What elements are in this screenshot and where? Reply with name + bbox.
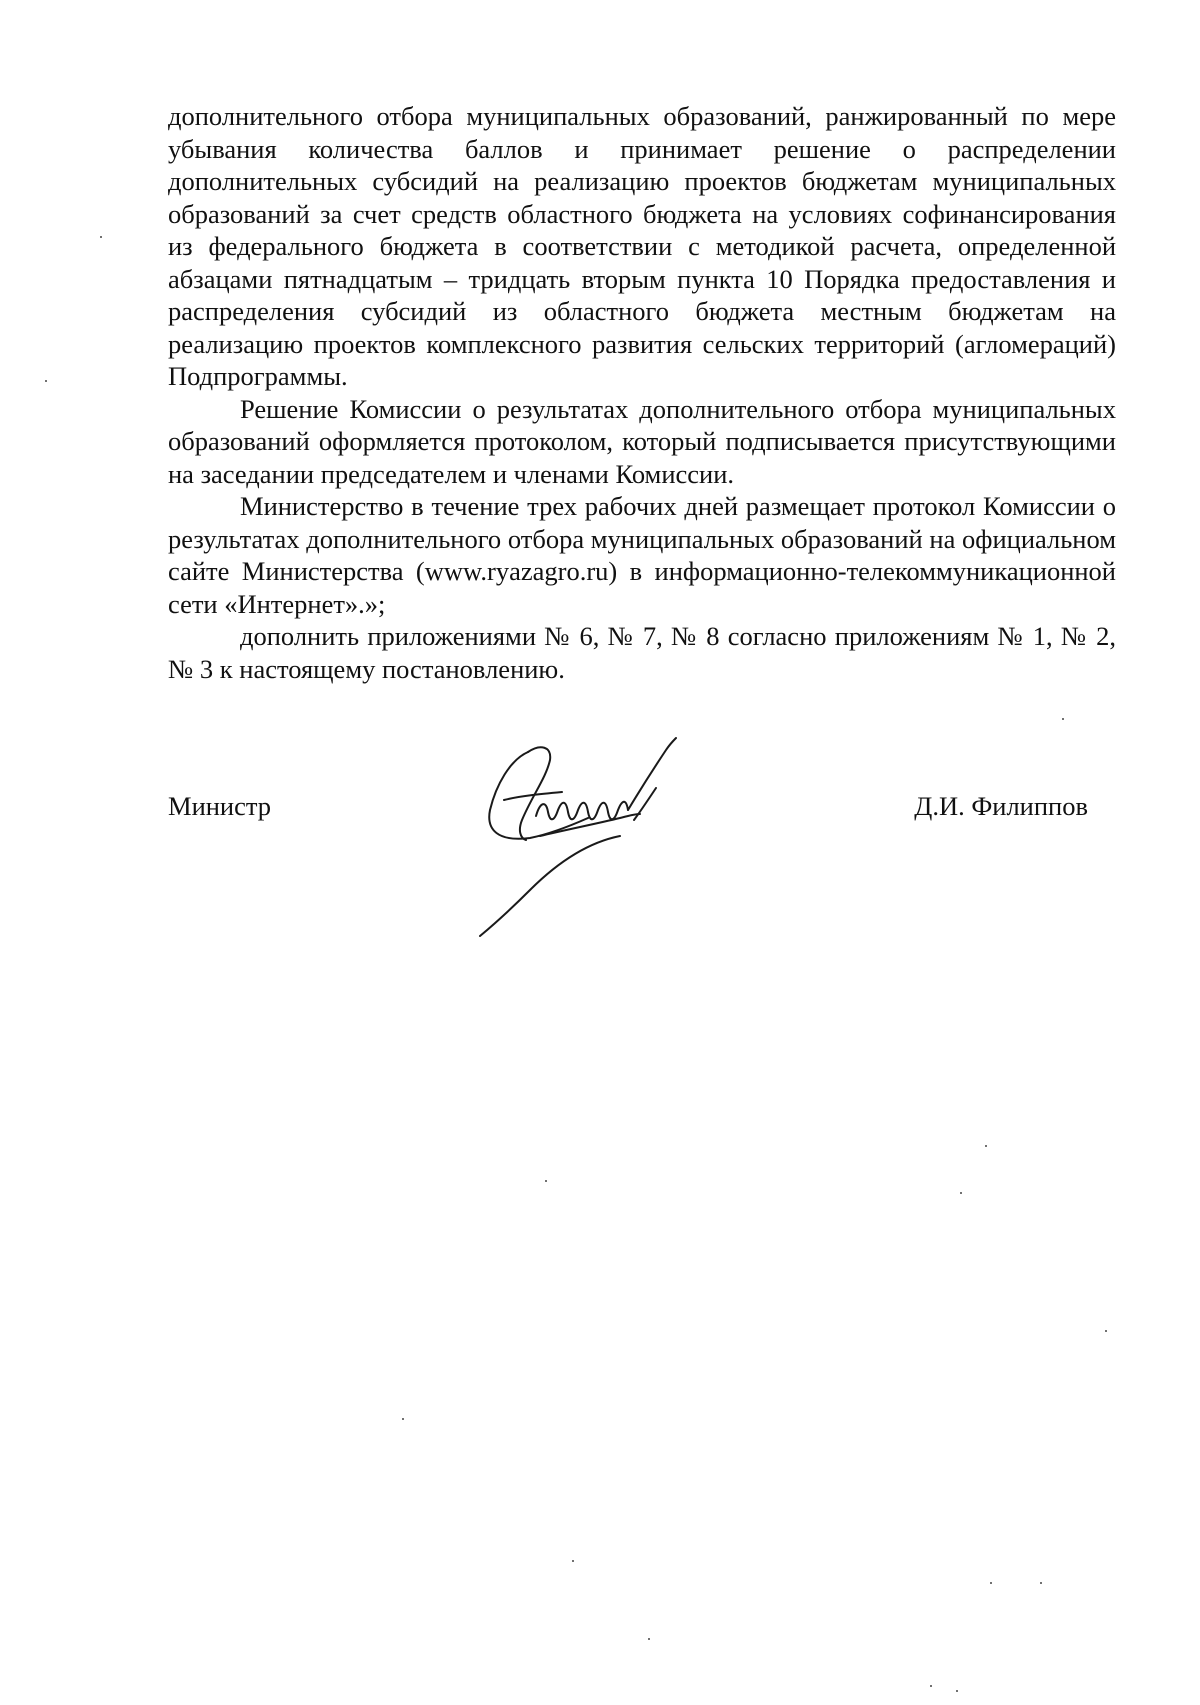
scan-speck bbox=[1040, 1582, 1042, 1584]
scan-speck bbox=[990, 1582, 992, 1584]
scan-speck bbox=[402, 1418, 404, 1420]
scan-speck bbox=[45, 380, 47, 382]
scan-speck bbox=[100, 236, 102, 238]
scan-speck bbox=[960, 1192, 962, 1194]
signer-name: Д.И. Филиппов bbox=[914, 791, 1088, 821]
scan-speck bbox=[1105, 1330, 1107, 1332]
scan-speck bbox=[956, 1690, 958, 1692]
handwritten-signature bbox=[470, 730, 740, 940]
scan-speck bbox=[572, 1560, 574, 1562]
signer-title: Министр bbox=[168, 791, 272, 821]
scan-speck bbox=[985, 1145, 987, 1147]
scan-speck bbox=[545, 1180, 547, 1182]
paragraph-2: Решение Комиссии о результатах дополнительного отбора муниципальных образований оформляется протоколом, который подписывается присутствующими на заседании председателем и членами Комиссии. bbox=[168, 393, 1116, 489]
paragraph-1: дополнительного отбора муниципальных образований, ранжированный по мере убывания количества баллов и принимает решение о распределении дополнительных субсидий на реализацию проектов бюджетам муниципальных образований за счет средств областного бюджета на условиях софинансирования из федерального бюджета в соответствии с методикой расчета, определенной абзацами пятнадцатым – тридцать вторым пункта 10 Порядка предоставления и распределения субсидий из областного бюджета местным бюджетам на реализацию проектов комплексного развития сельских территорий (агломераций) Подпрограммы. bbox=[168, 101, 1116, 391]
paragraph-4: дополнить приложениями № 6, № 7, № 8 согласно приложениям № 1, № 2, № 3 к настоящему постановлению. bbox=[168, 621, 1116, 684]
paragraph-3: Министерство в течение трех рабочих дней размещает протокол Комиссии о результатах дополнительного отбора муниципальных образований на официальном сайте Министерства (www.ryazagro.ru) в информационно-телекоммуникационной сети «Интернет».»; bbox=[168, 491, 1116, 619]
scan-speck bbox=[930, 1685, 932, 1687]
scan-speck bbox=[1062, 718, 1064, 720]
document-body bbox=[168, 100, 1116, 685]
scan-speck bbox=[648, 1638, 650, 1640]
